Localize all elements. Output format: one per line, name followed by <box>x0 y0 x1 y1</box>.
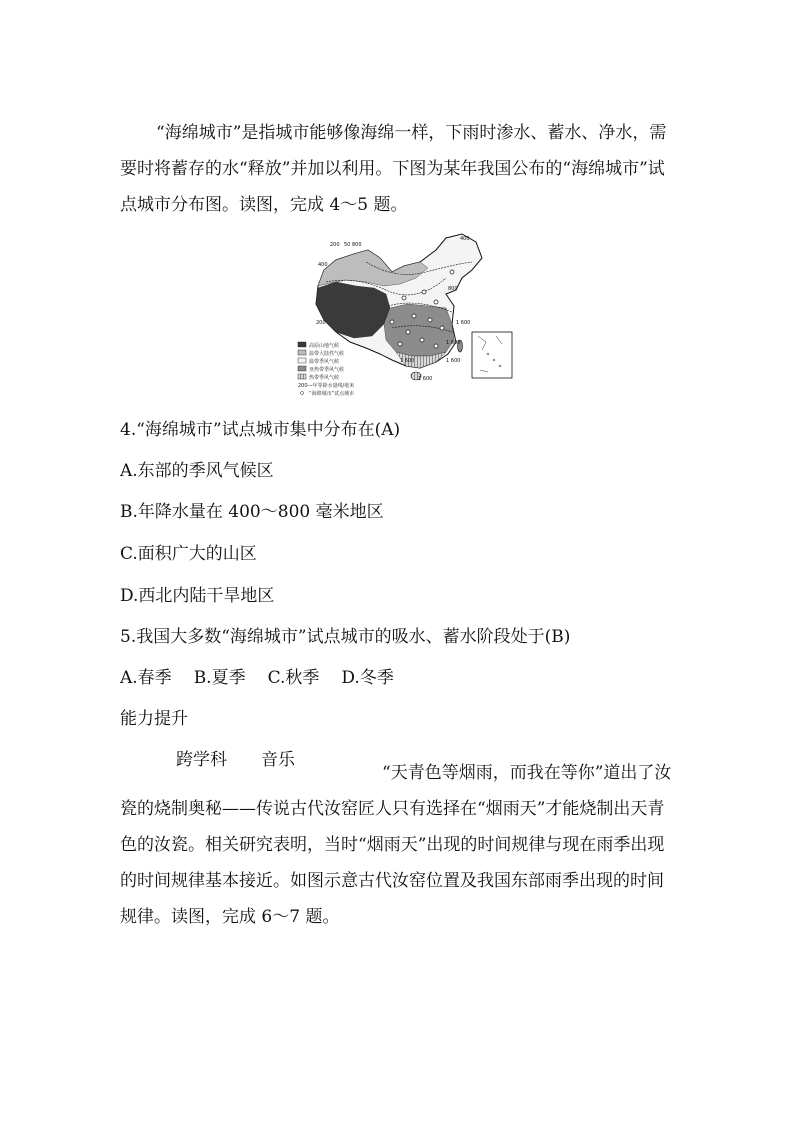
passage-paragraph: “天青色等烟雨，而我在等你”道出了汝瓷的烧制奥秘——传说古代汝窑匠人只有选择在“烟雨天”才能烧制出天青色的汝瓷。相关研究表明，当时“烟雨天”出现的时间规律与现在雨季出现的时间规律基本接近。如图示意古代汝窑位置及我国东部雨季出现的时间规律。读图，完成 6～7 题。 <box>120 763 672 927</box>
pilot-city-dot <box>422 290 426 294</box>
legend-label: 亚热带季风气候 <box>309 367 345 373</box>
pilot-city-dot <box>398 342 402 346</box>
pilot-city-dot <box>406 330 410 334</box>
legend-label: 高原山地气候 <box>309 343 340 349</box>
q5-option-b: B.夏季 <box>193 668 246 688</box>
legend-swatch <box>298 374 306 379</box>
q5-options <box>120 666 416 690</box>
question-5-stem: 5.我国大多数“海绵城市”试点城市的吸水、蓄水阶段处于(B) <box>120 627 571 647</box>
pilot-city-dot <box>434 300 438 304</box>
sponge-city-map <box>296 232 518 400</box>
pilot-city-dot <box>412 314 416 318</box>
q4-option-a: A.东部的季风气候区 <box>120 461 274 481</box>
contour-label: 1 600 <box>446 358 461 364</box>
tag-interdisciplinary: 跨学科 <box>176 750 227 770</box>
contour-label: 200 <box>330 242 340 248</box>
section-title: 能力提升 <box>120 709 188 729</box>
question-4-stem: 4.“海绵城市”试点城市集中分布在(A) <box>120 420 401 440</box>
contour-label: 800 <box>448 286 458 292</box>
contour-label: 1 600 <box>456 320 471 326</box>
legend-swatch <box>298 350 306 355</box>
contour-label: 50 <box>344 242 351 248</box>
pilot-city-dot <box>434 344 438 348</box>
contour-label: 1 600 <box>400 358 415 364</box>
q4-option-c: C.面积广大的山区 <box>120 544 257 564</box>
pilot-city-dot <box>420 338 424 342</box>
contour-label: 800 <box>352 242 362 248</box>
contour-label: 200 <box>316 320 326 326</box>
contour-label: 400 <box>318 262 328 268</box>
legend-label: 温带季风气候 <box>309 359 340 365</box>
pilot-city-dot <box>390 320 394 324</box>
tag-music: 音乐 <box>261 750 295 770</box>
map-legend <box>298 342 354 397</box>
legend-label: 温带大陆性气候 <box>309 351 345 357</box>
pilot-city-dot <box>428 318 432 322</box>
q5-option-c: C.秋季 <box>267 668 320 688</box>
pilot-city-dot <box>450 270 454 274</box>
contour-label: 400 <box>460 236 470 242</box>
q5-option-d: D.冬季 <box>341 668 394 688</box>
legend-label: “海绵城市”试点城市 <box>309 391 355 397</box>
legend-swatch <box>298 358 306 363</box>
subtropical-monsoon-region <box>384 304 454 356</box>
q5-option-a: A.春季 <box>120 668 172 688</box>
legend-label: 热带季风气候 <box>309 375 340 381</box>
pilot-city-dot <box>402 296 406 300</box>
legend-label: 200—年等降水量线/毫米 <box>298 383 355 389</box>
q4-option-b: B.年降水量在 400～800 毫米地区 <box>120 502 384 522</box>
legend-dot-icon <box>301 392 304 395</box>
q4-option-d: D.西北内陆干旱地区 <box>120 586 275 606</box>
contour-label: 1 600 <box>446 340 461 346</box>
south-china-sea-inset <box>472 332 512 378</box>
legend-swatch <box>298 342 306 347</box>
contour-label: 1 600 <box>418 376 433 382</box>
china-climate-map <box>296 232 518 400</box>
legend-swatch <box>298 366 306 371</box>
pilot-city-dot <box>440 326 444 330</box>
intro-paragraph: “海绵城市”是指城市能够像海绵一样，下雨时渗水、蓄水、净水，需要时将蓄存的水“释放”并加以利用。下图为某年我国公布的“海绵城市”试点城市分布图。读图，完成 4～5 题。 <box>120 123 667 215</box>
